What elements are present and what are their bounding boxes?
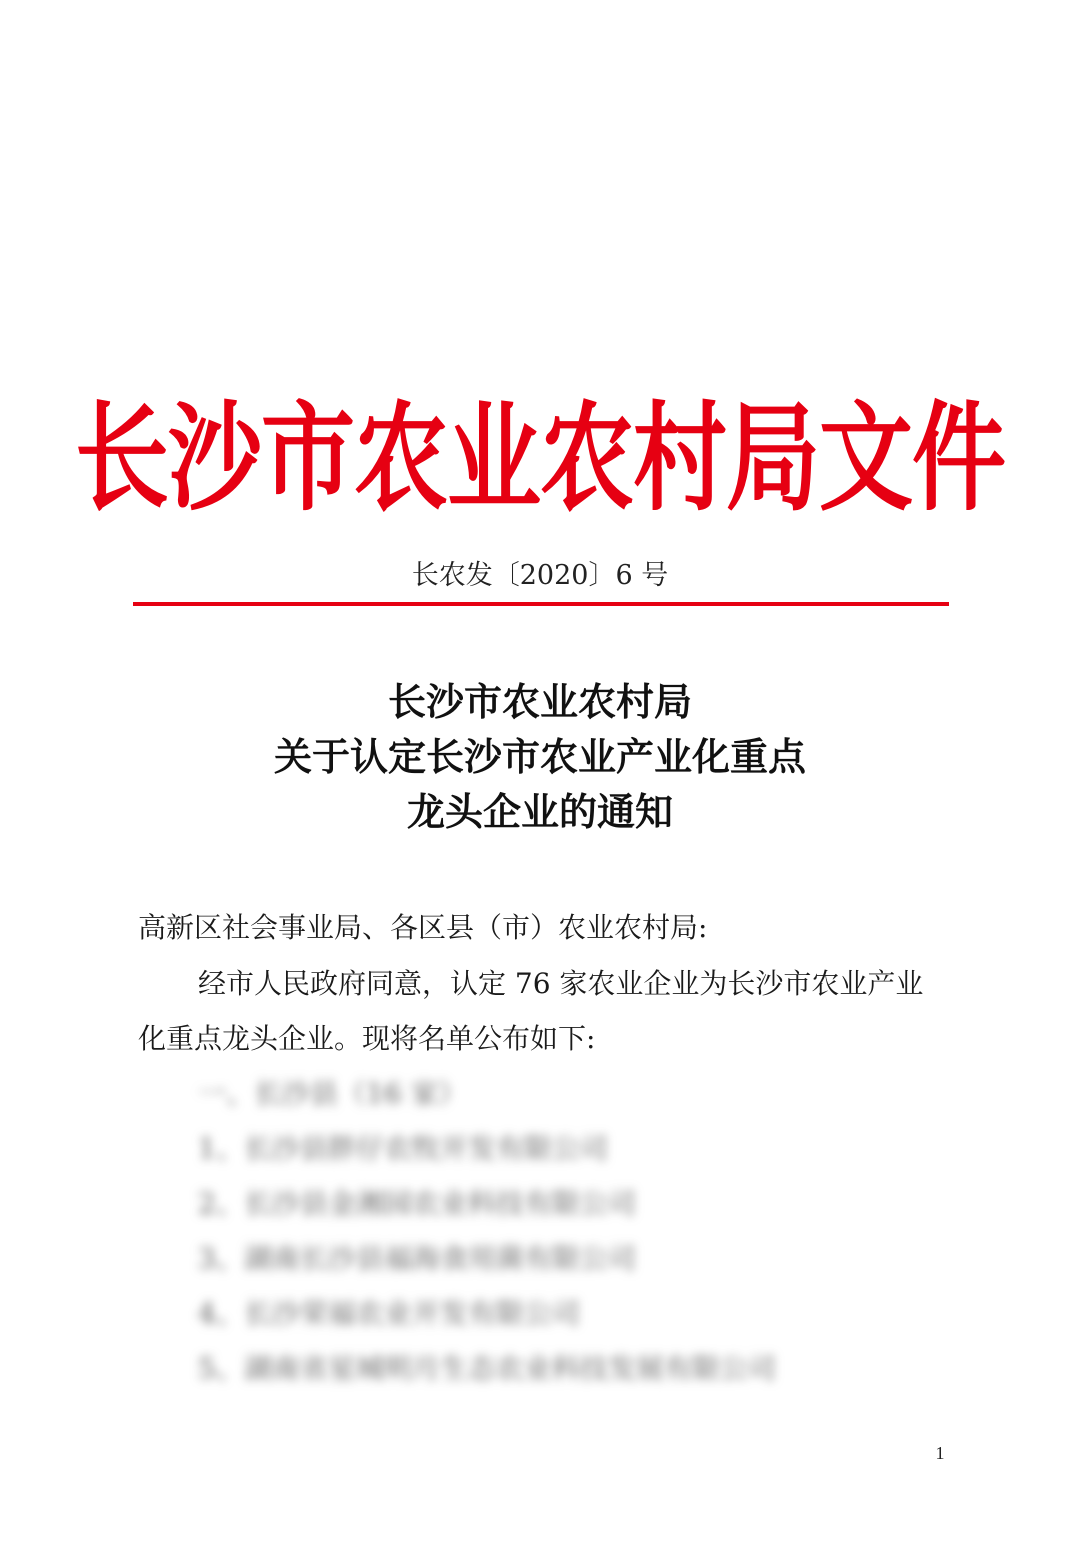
list-heading: 一、长沙县（16 家） — [198, 1077, 467, 1110]
document-number: 长农发〔2020〕6 号 — [411, 560, 669, 591]
page-number: 1 — [935, 1443, 945, 1463]
notice-title-line-3: 龙头企业的通知 — [406, 789, 673, 834]
addressee-line: 高新区社会事业局、各区县（市）农业农村局: — [138, 911, 708, 944]
list-item: 4、长沙荣福农业开发有限公司 — [198, 1297, 580, 1330]
body-paragraph-line-2: 化重点龙头企业。现将名单公布如下: — [138, 1022, 596, 1055]
notice-title-line-2: 关于认定长沙市农业产业化重点 — [273, 734, 806, 779]
list-item: 1、长沙县胖仔农牧开发有限公司 — [198, 1132, 608, 1165]
list-item: 2、长沙县金湘园农业科技有限公司 — [198, 1187, 636, 1220]
body-paragraph-line-1: 经市人民政府同意，认定 76 家农业企业为长沙市农业产业 — [198, 967, 924, 1000]
masthead-title: 长沙市农业农村局文件 — [74, 390, 1005, 528]
notice-title-line-1: 长沙市农业农村局 — [387, 679, 692, 724]
list-item: 3、湖南长沙县福海食用菌有限公司 — [198, 1242, 636, 1275]
list-item: 5、湖南省星城明月生态农业科技发展有限公司 — [198, 1352, 776, 1385]
red-divider-line — [133, 602, 949, 606]
